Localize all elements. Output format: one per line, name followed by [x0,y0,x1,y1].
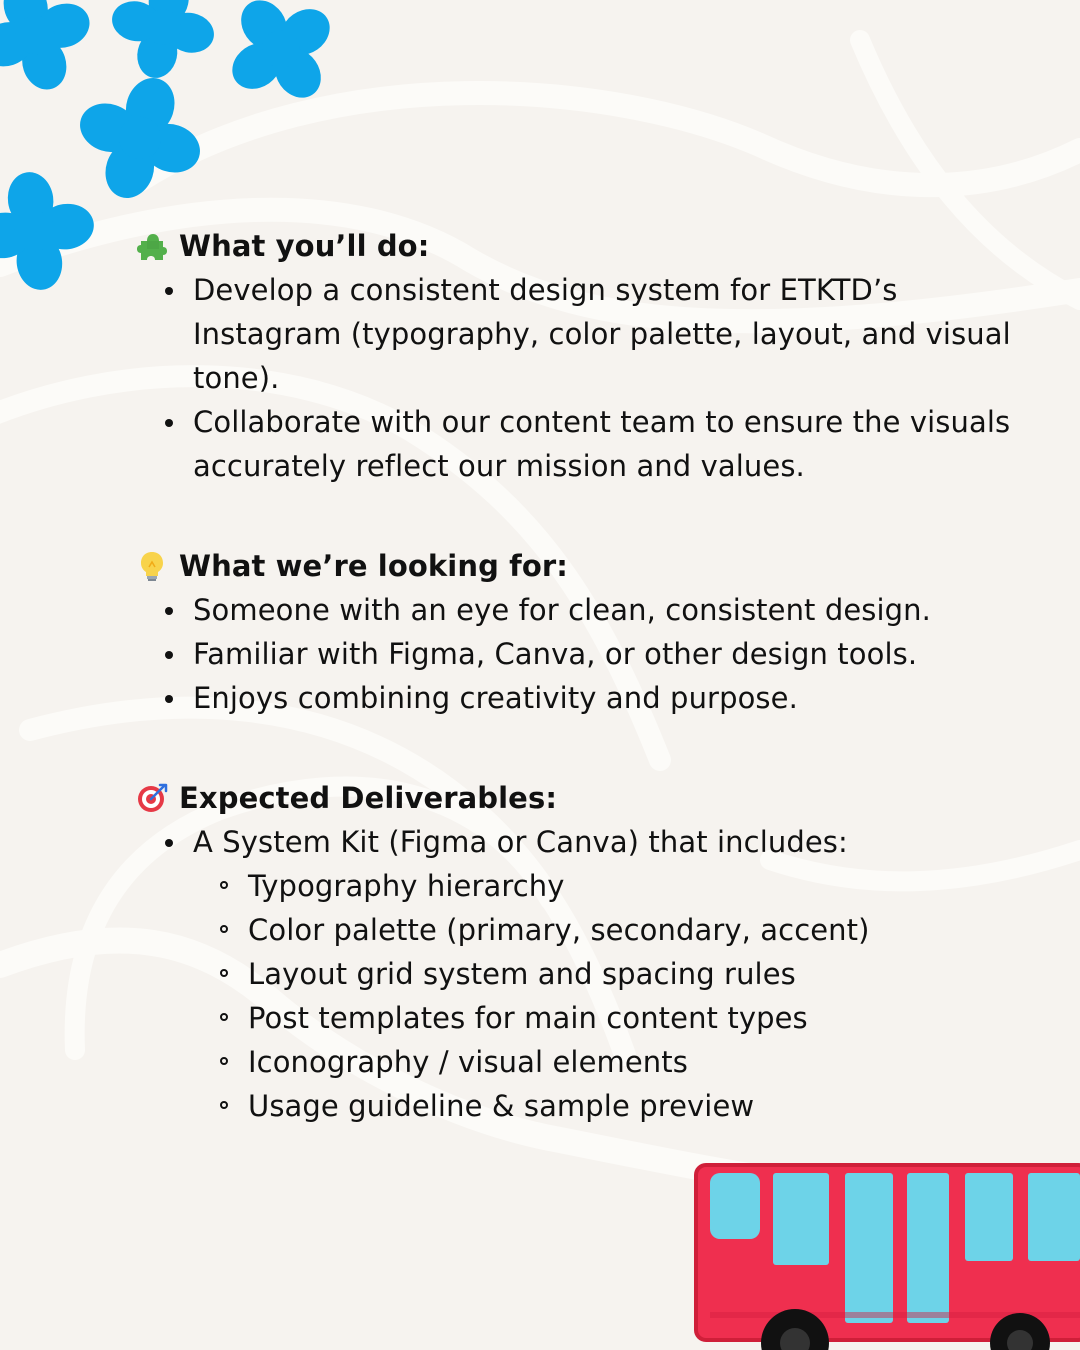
what-youll-do-list [135,268,1015,488]
light-bulb-icon [135,549,169,583]
bullet-icon [165,695,173,703]
deliverables-sublist [193,864,1015,1128]
sublist-item [193,908,1015,952]
what-youll-do-section [135,224,1015,488]
sublist-item [193,996,1015,1040]
target-icon [135,781,169,815]
section-heading [135,776,1015,820]
flower-decoration-2 [108,0,218,82]
sublist-item [193,1040,1015,1084]
hollow-bullet-icon [220,881,228,889]
red-bus-illustration [690,1155,1080,1350]
sublist-item-text: Usage guideline & sample preview [248,1089,755,1123]
list-item-text: Familiar with Figma, Canva, or other design tools. [193,637,918,671]
list-item [135,588,1015,632]
list-item [135,268,1015,400]
bullet-icon [165,287,173,295]
section-heading [135,224,1015,268]
sublist-item-text: Color palette (primary, secondary, accent) [248,913,870,947]
bullet-icon [165,839,173,847]
flower-decoration-1 [0,0,95,95]
sublist-item [193,952,1015,996]
what-were-looking-for-section [135,544,1015,720]
list-item-text: A System Kit (Figma or Canva) that includes: [193,825,848,859]
hollow-bullet-icon [220,925,228,933]
bullet-icon [165,607,173,615]
what-youll-do-heading: What you’ll do: [179,229,430,263]
list-item [135,676,1015,720]
list-item-text: Collaborate with our content team to ensure the visuals accurately reflect our mission and values. [193,405,1011,483]
hollow-bullet-icon [220,969,228,977]
what-were-looking-for-list [135,588,1015,720]
what-were-looking-for-heading: What we’re looking for: [179,549,568,583]
flower-decoration-5 [0,168,98,294]
flower-decoration-4 [74,72,206,204]
bullet-icon [165,419,173,427]
expected-deliverables-section [135,776,1015,1128]
expected-deliverables-list [135,820,1015,1128]
hollow-bullet-icon [220,1101,228,1109]
section-heading [135,544,1015,588]
expected-deliverables-heading: Expected Deliverables: [179,781,558,815]
sublist-item-text: Iconography / visual elements [248,1045,688,1079]
sublist-item [193,864,1015,908]
bullet-icon [165,651,173,659]
sublist-item [193,1084,1015,1128]
sublist-item-text: Typography hierarchy [248,869,565,903]
list-item-text: Someone with an eye for clean, consistent design. [193,593,931,627]
sublist-item-text: Post templates for main content types [248,1001,808,1035]
flower-decoration-3 [222,0,340,108]
hollow-bullet-icon [220,1013,228,1021]
puzzle-piece-icon [135,229,169,263]
list-item [135,632,1015,676]
hollow-bullet-icon [220,1057,228,1065]
list-item-text: Develop a consistent design system for ETKTD’s Instagram (typography, color palette, layout, and visual tone). [193,273,1011,395]
sublist-item-text: Layout grid system and spacing rules [248,957,796,991]
job-details-content [135,224,1015,1128]
list-item [135,820,1015,1128]
list-item [135,400,1015,488]
list-item-text: Enjoys combining creativity and purpose. [193,681,798,715]
